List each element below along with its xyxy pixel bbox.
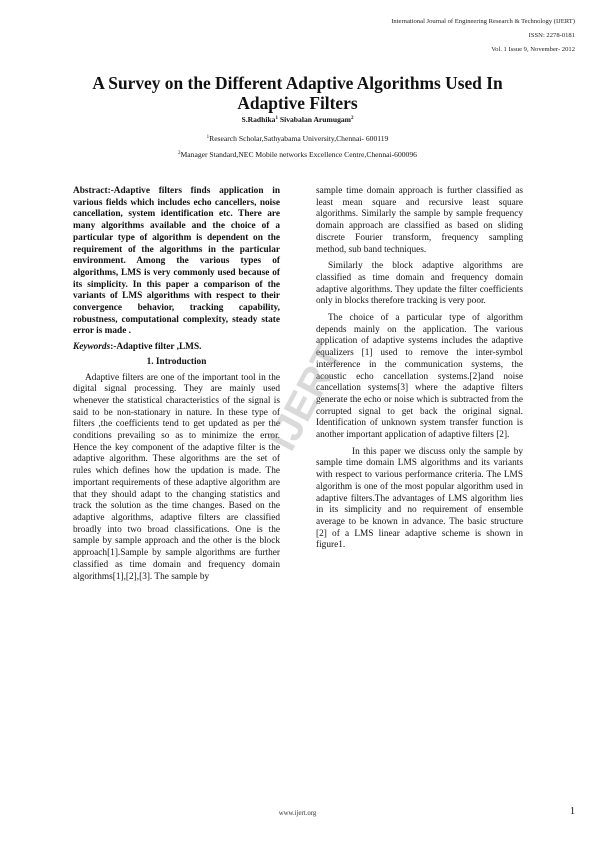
- abstract-label: Abstract: [73, 186, 108, 196]
- right-paragraph-2: Similarly the block adaptive algorithms are classified as time domain and frequency domain adaptive algorithms. They update the filter coefficients only in blocks therefore tracking is very poor.: [316, 261, 523, 307]
- affiliation-2-text: Manager Standard,NEC Mobile networks Excellence Centre,Chennai-600096: [180, 150, 417, 159]
- section-heading-introduction: 1. Introduction: [146, 356, 207, 367]
- authors: [0, 115, 595, 124]
- keywords-label: Keywords: [73, 342, 111, 353]
- affiliation-1: [0, 134, 595, 143]
- right-paragraph-1: sample time domain approach is further classified as least mean square and recursive least square algorithms. Similarly the sample by sample frequency domain approach are classified as based on sliding discrete Fourier transform, frequency sampling method, sub band techniques.: [316, 186, 523, 255]
- keywords: [73, 342, 280, 354]
- abstract: [73, 186, 280, 338]
- paper-title: A Survey on the Different Adaptive Algorithms Used In Adaptive Filters: [92, 73, 503, 113]
- affiliation-1-text: Research Scholar,Sathyabama University,Chennai- 600119: [209, 134, 389, 143]
- keywords-text: :-Adaptive filter ,LMS.: [110, 342, 202, 353]
- watermark: IJERT: [260, 336, 353, 458]
- affiliation-1-sup: 1: [206, 135, 210, 140]
- author-2-sup: 2: [351, 116, 354, 121]
- right-paragraph-4: In this paper we discuss only the sample by sample time domain LMS algorithms and its variants with respect to various performance criteria. The LMS algorithm is one of the most popular algorithm used in adaptive filters.The advantages of LMS algorithm lies in its simplicity and no requirement of ensemble average to be known in advance. The basic structure [2] of a LMS linear adaptive scheme is shown in figure1.: [316, 446, 523, 551]
- footer-url[interactable]: www.ijert.org: [278, 810, 317, 817]
- journal-issn: ISSN: 2278-0181: [528, 32, 575, 39]
- author-2: Sivabalan Arumugam: [277, 115, 351, 124]
- intro-paragraph-1: Adaptive filters are one of the important tool in the digital signal processing. They are mainly used whenever the statistical characteristics of the signal is said to be non-stationary in nature. In these type of filters ,the coefficients tend to get updated as per the conditions prevailing so as to minimize the error. Hence the key component of the adaptive filter is the adaptive algorithm. These algorithms are the set of rules which defines how the updation is made. The important requirements of these adaptive algorithm are that they should adapt to the changing statistics and track the solution as the time changes. Based on the adaptive algorithms, adaptive filters are classified broadly into two broad classifications. One is the sample by sample approach and the other is the block approach[1].Sample by sample algorithms are further classified as time domain and frequency domain algorithms[1],[2],[3]. The sample by: [73, 372, 280, 582]
- author-1: S.Radhika: [241, 115, 276, 124]
- journal-header: [391, 15, 575, 57]
- left-column: [73, 186, 280, 583]
- affiliation-2-sup: 2: [178, 151, 181, 156]
- abstract-text: :-Adaptive filters finds application in various fields which includes echo cancellers, noise cancellation, system identification etc. There are many algorithms available and the choice of a particular type of algorithm is dependent on the requirement of the algorithms in the particular environment. Among the various types of algorithms, LMS is very commonly used because of its simplicity. In this paper a comparison of the variants of LMS algorithms with respect to their convergence behavior, tracking capability, robustness, computational complexity, steady state error is made .: [73, 186, 280, 337]
- affiliation-2: [0, 150, 595, 159]
- journal-name: International Journal of Engineering Research & Technology (IJERT): [391, 18, 575, 25]
- right-paragraph-3: The choice of a particular type of algorithm depends mainly on the application. The various application of adaptive systems includes the adaptive equalizers [1] used to remove the inter-symbol interference in the communication systems, the acoustic echo cancellation systems.[2]and noise cancellation systems[3] where the adaptive filters generate the echo or noise which is subtracted from the corrupted signal to get back the original signal. Identification of unknown system transfer function is another important application of adaptive filters [2].: [316, 313, 523, 441]
- page-number: 1: [570, 806, 575, 817]
- author-1-sup: 1: [275, 116, 278, 121]
- journal-volume: Vol. 1 Issue 9, November- 2012: [491, 46, 575, 53]
